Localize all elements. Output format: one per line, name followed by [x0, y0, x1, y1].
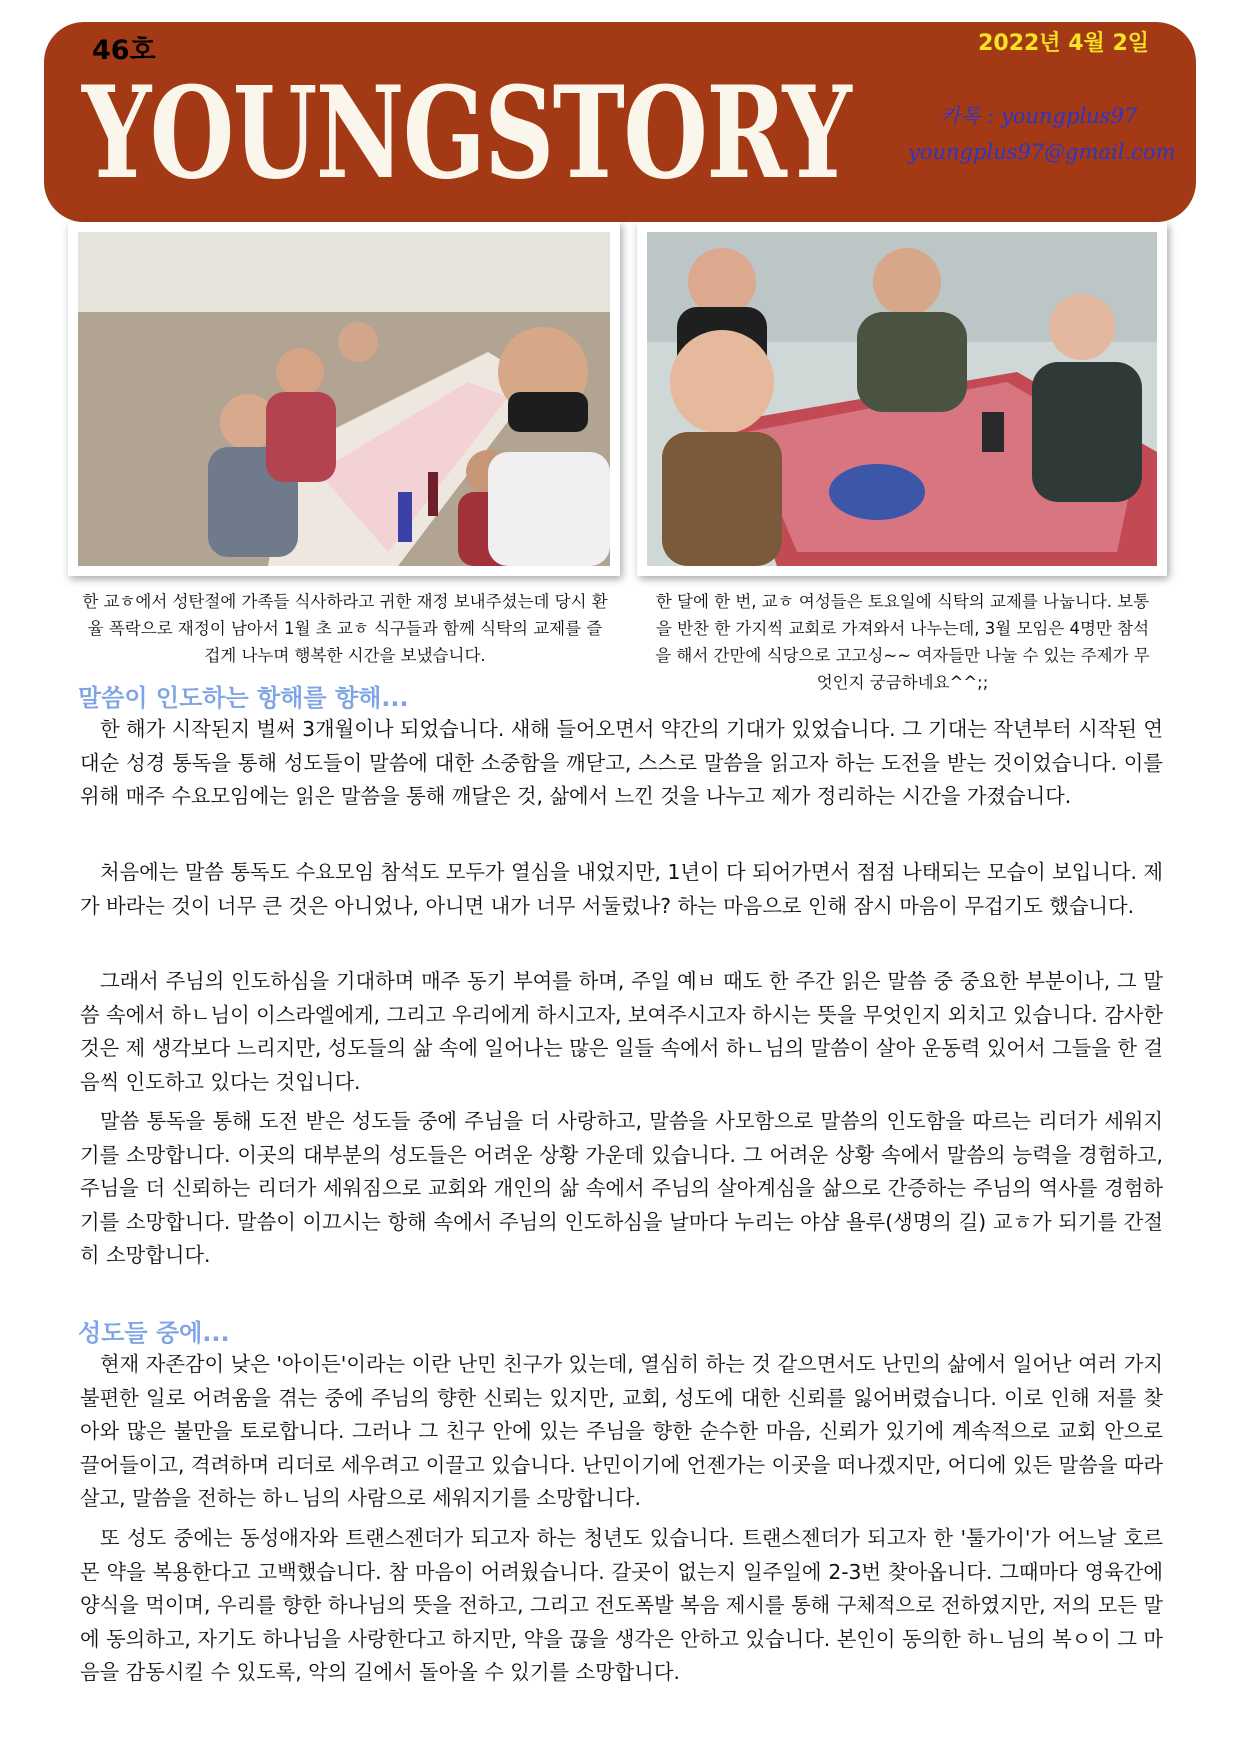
group-dinner-photo	[68, 222, 620, 576]
paragraph: 현재 자존감이 낮은 '아이든'이라는 이란 난민 친구가 있는데, 열심히 하는 것 같으면서도 난민의 삶에서 일어난 여러 가지 불편한 일로 어려움을 겪는 중에 주님의 향한 신뢰는 있지만, 교회, 성도에 대한 신뢰를 잃어버렸습니다. 이로 인해 저를 찾아와 많은 불만을 토로합니다. 그러나 그 친구 안에 있는 주님을 향한 순수한 마음, 신뢰가 있기에 계속적으로 교회 안으로 끌어들이고, 격려하며 리더로 세우려고 이끌고 있습니다. 난민이기에 언젠가는 이곳을 떠나겠지만, 어디에 있든 말씀을 따라 살고, 말씀을 전하는 하ㄴ님의 사람으로 세워지기를 소망합니다.	[80, 1352, 1163, 1511]
caption-right: 한 달에 한 번, 교ㅎ 여성들은 토요일에 식탁의 교제를 나눕니다. 보통을 반찬 한 가지씩 교회로 가져와서 나누는데, 3월 모임은 4명만 참석을 해서 간만에 식당으로 고고싱~~ 여자들만 나눌 수 있는 주제가 무엇인지 궁금하네요^^;;	[655, 592, 1150, 692]
newsletter-title: YOUNGSTORY	[82, 59, 851, 207]
women-lunch-photo	[637, 222, 1167, 576]
paragraph: 말씀 통독을 통해 도전 받은 성도들 중에 주님을 더 사랑하고, 말씀을 사모함으로 말씀의 인도함을 따르는 리더가 세워지기를 소망합니다. 이곳의 대부분의 성도들은 어려운 상황 가운데 있습니다. 그 어려운 상황 속에서 말씀의 능력을 경험하고, 주님을 더 신뢰하는 리더가 세워짐으로 교회와 개인의 삶 속에서 주님의 살아계심을 삶으로 간증하는 주님의 역사를 경험하기를 소망합니다. 말씀이 이끄시는 항해 속에서 주님의 인도하심을 날마다 누리는 야샴 욜루(생명의 길) 교ㅎ가 되기를 간절히 소망합니다.	[80, 1109, 1163, 1268]
caption-left: 한 교ㅎ에서 성탄절에 가족들 식사하라고 귀한 재정 보내주셨는데 당시 환율 폭락으로 재정이 남아서 1월 초 교ㅎ 식구들과 함께 식탁의 교제를 즐겁게 나누며 행복한 시간을 보냈습니다.	[82, 592, 608, 665]
paragraph: 처음에는 말씀 통독도 수요모임 참석도 모두가 열심을 내었지만, 1년이 다 되어가면서 점점 나태되는 모습이 보입니다. 제가 바라는 것이 너무 큰 것은 아니었나, 아니면 내가 너무 서둘렀나? 하는 마음으로 인해 잠시 마음이 무겁기도 했습니다.	[80, 860, 1163, 918]
paragraph: 또 성도 중에는 동성애자와 트랜스젠더가 되고자 하는 청년도 있습니다. 트랜스젠더가 되고자 한 '툴가이'가 어느날 호르몬 약을 복용한다고 고백했습니다. 참 마음이 어려웠습니다. 갈곳이 없는지 일주일에 2-3번 찾아옵니다. 그때마다 영육간에 양식을 먹이며, 우리를 향한 하나님의 뜻을 전하고, 그리고 전도폭발 복음 제시를 통해 구체적으로 전하였지만, 저의 모든 말에 동의하고, 자기도 하나님을 사랑한다고 하지만, 약을 끊을 생각은 안하고 있습니다. 본인이 동의한 하ㄴ님의 복ㅇ이 그 마음을 감동시킬 수 있도록, 악의 길에서 돌아올 수 있기를 소망합니다.	[80, 1526, 1163, 1685]
issue-date: 2022년 4월 2일	[978, 31, 1149, 56]
section-heading-members: 성도들 중에...	[78, 1319, 230, 1347]
paragraph: 한 해가 시작된지 벌써 3개월이나 되었습니다. 새해 들어오면서 약간의 기대가 있었습니다. 그 기대는 작년부터 시작된 연대순 성경 통독을 통해 성도들이 말씀에 대한 소중함을 깨닫고, 스스로 말씀을 읽고자 하는 도전을 받는 것이었습니다. 이를 위해 매주 수요모임에는 읽은 말씀을 통해 깨달은 것, 삶에서 느낀 것을 나누고 제가 정리하는 시간을 가졌습니다.	[80, 717, 1163, 809]
section-heading-voyage: 말씀이 인도하는 항해를 향해...	[78, 684, 409, 712]
photo-right	[637, 222, 1167, 576]
issue-number: 46호	[92, 35, 156, 66]
email-contact: youngplus97@gmail.com	[908, 140, 1176, 164]
kakao-contact: 카톡 : youngplus97	[940, 104, 1138, 128]
photo-left	[68, 222, 620, 576]
paragraph: 그래서 주님의 인도하심을 기대하며 매주 동기 부여를 하며, 주일 예ㅂ 때도 한 주간 읽은 말씀 중 중요한 부분이나, 그 말씀 속에서 하ㄴ님이 이스라엘에게, 그리고 우리에게 하시고자, 보여주시고자 하시는 뜻을 무엇인지 외치고 있습니다. 감사한 것은 제 생각보다 느리지만, 성도들의 삶 속에 일어나는 많은 일들 속에서 하ㄴ님의 말씀이 살아 운동력 있어서 그들을 한 걸음씩 인도하고 있다는 것입니다.	[80, 969, 1163, 1094]
